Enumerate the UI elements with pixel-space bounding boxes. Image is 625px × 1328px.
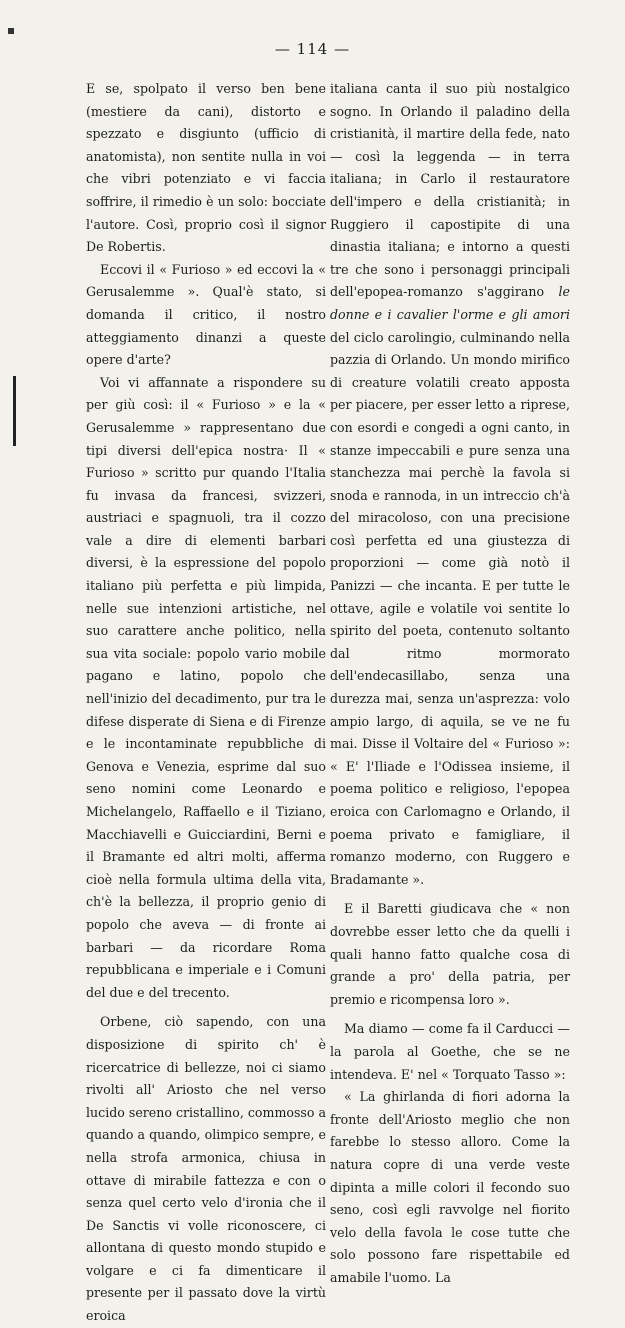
left-column — [86, 78, 326, 1328]
italic-quote: le donne e i cavalier l'orme e gli amori — [330, 284, 570, 322]
paragraph-text: italiana canta il suo più nostalgico sogno. In Orlando il paladino della cristianità, il martire della fede, nato — così la leggenda — in terra italiana; in Carlo il restauratore dell'impero e della cristianità; in Ruggiero il capostipite di una dinastia italiana; e intorno a questi tre che sono i personaggi principali dell'epopea-romanzo s'aggirano — [330, 81, 570, 300]
paragraph — [330, 78, 570, 891]
paragraph: Orbene, ciò sapendo, con una disposizione di spirito ch' è ricercatrice di bellezze, noi ci siamo rivolti all' Ariosto che nel verso lucido sereno cristallino, commosso a quando a quando, olimpico sempre, e nella strofa armonica, chiusa in ottave di mirabile fattezza e con o senza quel certo velo d'ironia che il De Sanctis vi volle riconoscere, ci allontana di questo mondo stupido e volgare e ci fa dimenticare il presente per il passato dove la virtù eroica — [86, 1014, 326, 1324]
paragraph: E se, spolpato il verso ben bene (mestiere da cani), distorto e spezzato e disgiunto (ufficio di anatomista), non sentite nulla in voi che vibri potenziato e vi faccia soffrire, il rimedio è un solo: bocciate l'autore. Così, proprio così il signor De Robertis. — [86, 81, 326, 255]
paragraph: Voi vi affannate a rispondere su per giù così: il « Furioso » e la « Gerusalemme » rappresentano due tipi diversi dell'epica nostra· Il « Furioso » scritto pur quando l'Italia fu invasa da francesi, svizzeri, austriaci e spagnuoli, tra il cozzo vale a dire di elementi barbari diversi, è la espressione del popolo italiano più perfetta e più limpida, nelle sue intenzioni artistiche, nel suo carattere anche politico, nella sua vita sociale: popolo vario mobile pagano e latino, popolo che nell'inizio del decadimento, pur tra le difese disperate di Siena e di Firenze e le incontaminate repubbliche di Genova e Venezia, esprime dal suo seno nomini come Leonardo e Michelangelo, Raffaello e il Tiziano, Macchiavelli e Guicciardini, Berni e il Bramante ed altri molti, afferma cioè nella formula ultima della vita, ch'è la bellezza, il proprio genio di popolo che aveva — di fronte ai barbari — da ricordare Roma repubblicana e imperiale e i Comuni del due e del trecento. — [86, 374, 326, 1000]
paragraph-text: del ciclo carolingio, culminando nella pazzia di Orlando. Un mondo mirifico di creature volatili creato apposta per piacere, per esser letto a riprese, con esordi e congedi a ogni canto, in stanze impeccabili e pure senza una stanchezza mai perchè la favola si snoda e rannoda, in un intreccio ch'à del miracoloso, con una precisione così perfetta ed una giustezza di proporzioni — come già notò il Panizzi — che incanta. E per tutte le ottave, agile e volatile voi sentite lo spirito del poeta, contenuto soltanto dal ritmo mormorato dell'endecasillabo, senza una durezza mai, senza un'asprezza: volo ampio largo, di aquila, se ve ne fu mai. Disse il Voltaire del « Furioso »: « E' l'Iliade e l'Odissea insieme, il poema politico e religioso, l'epopea eroica con Carlomagno e Orlando, il poema privato e famigliare, il romanzo moderno, con Ruggero e Bradamante ». — [330, 329, 570, 887]
paragraph: « La ghirlanda di fiori adorna la fronte dell'Ariosto meglio che non farebbe lo stesso alloro. Come la natura copre di una verde veste dipinta a mille colori il fecondo suo seno, così egli ravvolge nel fiorito velo della favola le cose tutte che solo possono fare rispettabile ed amabile l'uomo. La — [330, 1089, 570, 1285]
right-column — [330, 78, 570, 1289]
page-number: — 114 — — [274, 40, 351, 58]
paragraph: E il Baretti giudicava che « non dovrebbe esser letto che da quelli i quali hanno fatto qualche cosa di grande a pro' della patria, per premio e ricompensa loro ». — [330, 901, 570, 1007]
paragraph: Ma diamo — come fa il Carducci — la parola al Goethe, che se ne intendeva. E' nel « Torquato Tasso »: — [330, 1021, 570, 1082]
paragraph: Eccovi il « Furioso » ed eccovi la « Gerusalemme ». Qual'è stato, si domanda il critico, il nostro atteggiamento dinanzi a queste opere d'arte? — [86, 261, 326, 368]
margin-mark — [13, 376, 16, 446]
scan-speck — [8, 28, 14, 34]
